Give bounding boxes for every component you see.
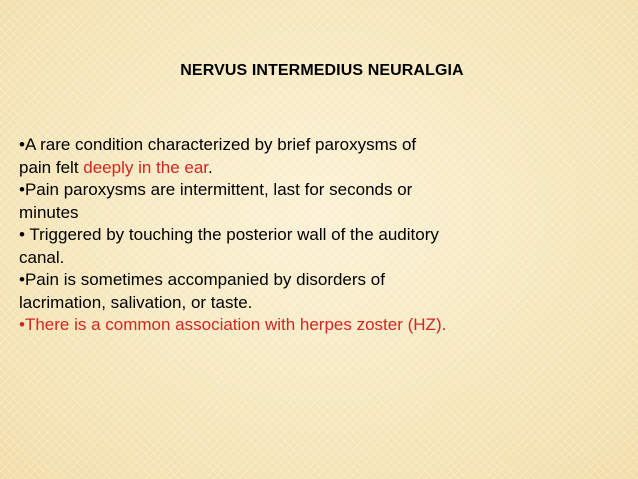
bullet-line bbox=[19, 157, 624, 180]
bullet-line: minutes bbox=[19, 202, 79, 222]
slide-body bbox=[19, 134, 624, 337]
bullet-line: •Pain is sometimes accompanied by disorders of bbox=[19, 270, 385, 289]
text-segment: . bbox=[208, 157, 213, 177]
bullet-line: • Triggered by touching the posterior wall of the auditory bbox=[19, 225, 439, 244]
bullet-line: lacrimation, salivation, or taste. bbox=[19, 292, 253, 312]
highlighted-text: deeply in the ear bbox=[83, 157, 209, 177]
highlighted-bullet-line: •There is a common association with herpes zoster (HZ). bbox=[19, 315, 447, 334]
bullet-line: •Pain paroxysms are intermittent, last for seconds or bbox=[19, 180, 413, 199]
text-segment: pain felt bbox=[19, 157, 84, 177]
bullet-line: canal. bbox=[19, 247, 65, 267]
slide-title: NERVUS INTERMEDIUS NEURALGIA bbox=[180, 62, 464, 79]
bullet-line: •A rare condition characterized by brief paroxysms of bbox=[19, 135, 417, 154]
